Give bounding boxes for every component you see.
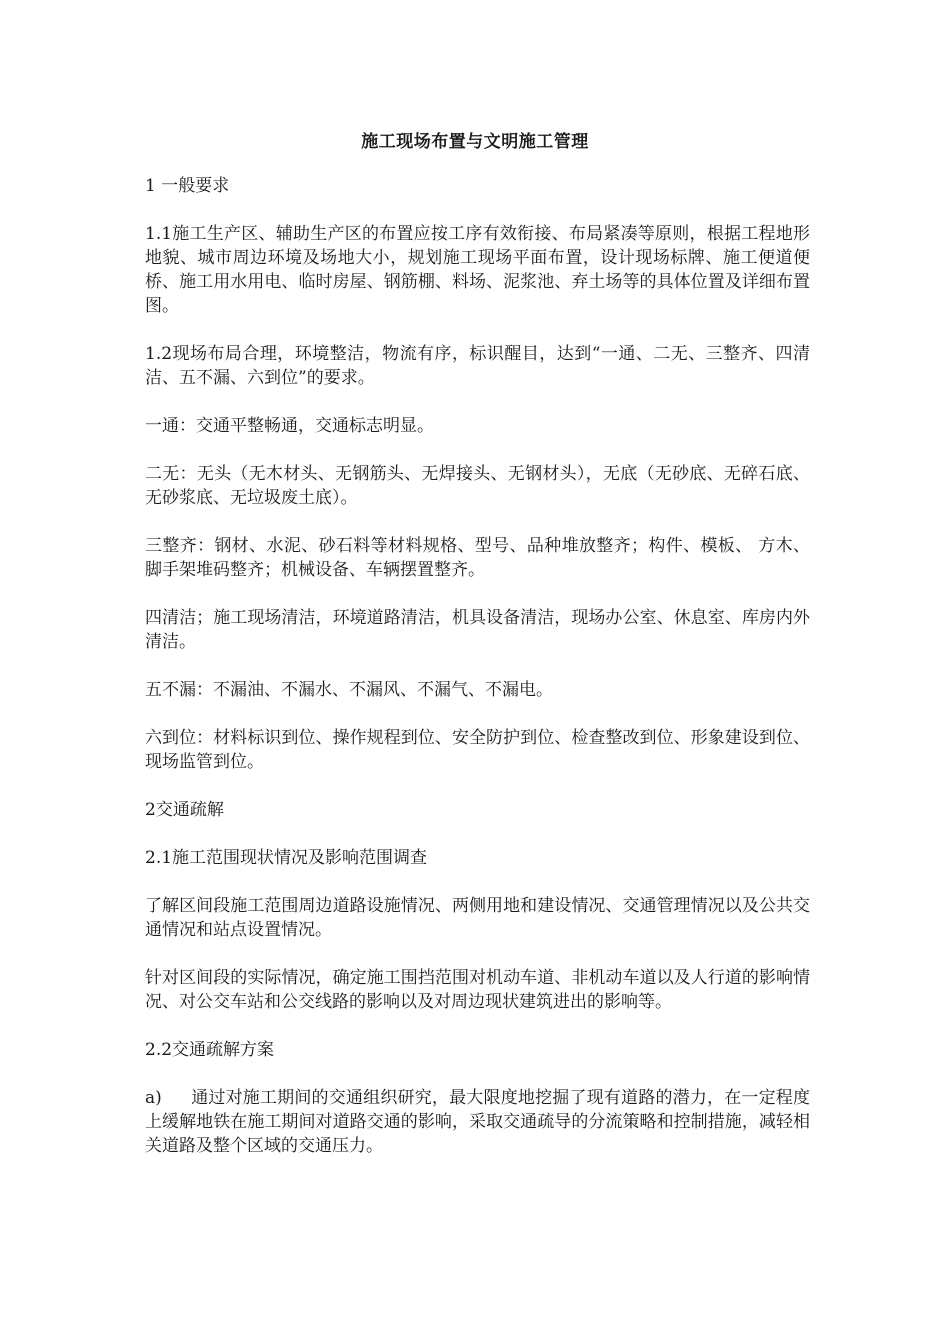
document-title: 施工现场布置与文明施工管理 <box>361 132 589 152</box>
paragraph-yitong: 一通：交通平整畅通，交通标志明显。 <box>145 416 434 436</box>
section-heading-1: 1 一般要求 <box>145 176 230 196</box>
paragraph-2-1-b: 针对区间段的实际情况，确定施工围挡范围对机动车道、非机动车道以及人行道的影响情况、对公交车站和公交线路的影响以及对周边现状建筑进出的影响等。 <box>145 968 810 1012</box>
subsection-heading-2-1: 2.1施工范围现状情况及影响范围调查 <box>145 848 428 868</box>
paragraph-2-1-a: 了解区间段施工范围周边道路设施情况、两侧用地和建设情况、交通管理情况以及公共交通情况和站点设置情况。 <box>145 896 810 940</box>
paragraph-erwu: 二无：无头（无木材头、无钢筋头、无焊接头、无钢材头），无底（无砂底、无碎石底、无砂浆底、无垃圾废土底）。 <box>145 464 810 508</box>
list-marker-a: a) <box>145 1088 162 1108</box>
list-item-a-text: 通过对施工期间的交通组织研究，最大限度地挖掘了现有道路的潜力，在一定程度上缓解地铁在施工期间对道路交通的影响，采取交通疏导的分流策略和控制措施，减轻相关道路及整个区域的交通压力。 <box>145 1088 810 1156</box>
paragraph-sanzhengqi: 三整齐：钢材、水泥、砂石料等材料规格、型号、品种堆放整齐；构件、模板、 方木、脚手架堆码整齐；机械设备、车辆摆置整齐。 <box>145 536 810 580</box>
paragraph-1-1: 1.1施工生产区、辅助生产区的布置应按工序有效衔接、布局紧凑等原则，根据工程地形地貌、城市周边环境及场地大小，规划施工现场平面布置，设计现场标牌、施工便道便桥、施工用水用电、临时房屋、钢筋棚、料场、泥浆池、弃土场等的具体位置及详细布置图。 <box>145 224 810 316</box>
paragraph-siqingjie: 四清洁；施工现场清洁，环境道路清洁，机具设备清洁，现场办公室、休息室、库房内外清洁。 <box>145 608 810 652</box>
list-item-a <box>145 1086 810 1158</box>
paragraph-wubulou: 五不漏：不漏油、不漏水、不漏风、不漏气、不漏电。 <box>145 680 553 700</box>
paragraph-liudaowei: 六到位：材料标识到位、操作规程到位、安全防护到位、检查整改到位、形象建设到位、现场监管到位。 <box>145 728 810 772</box>
subsection-heading-2-2: 2.2交通疏解方案 <box>145 1040 275 1060</box>
section-heading-2: 2交通疏解 <box>145 800 224 820</box>
document-body <box>145 174 810 1182</box>
paragraph-1-2: 1.2现场布局合理，环境整洁，物流有序，标识醒目，达到“一通、二无、三整齐、四清洁、五不漏、六到位”的要求。 <box>145 344 810 388</box>
